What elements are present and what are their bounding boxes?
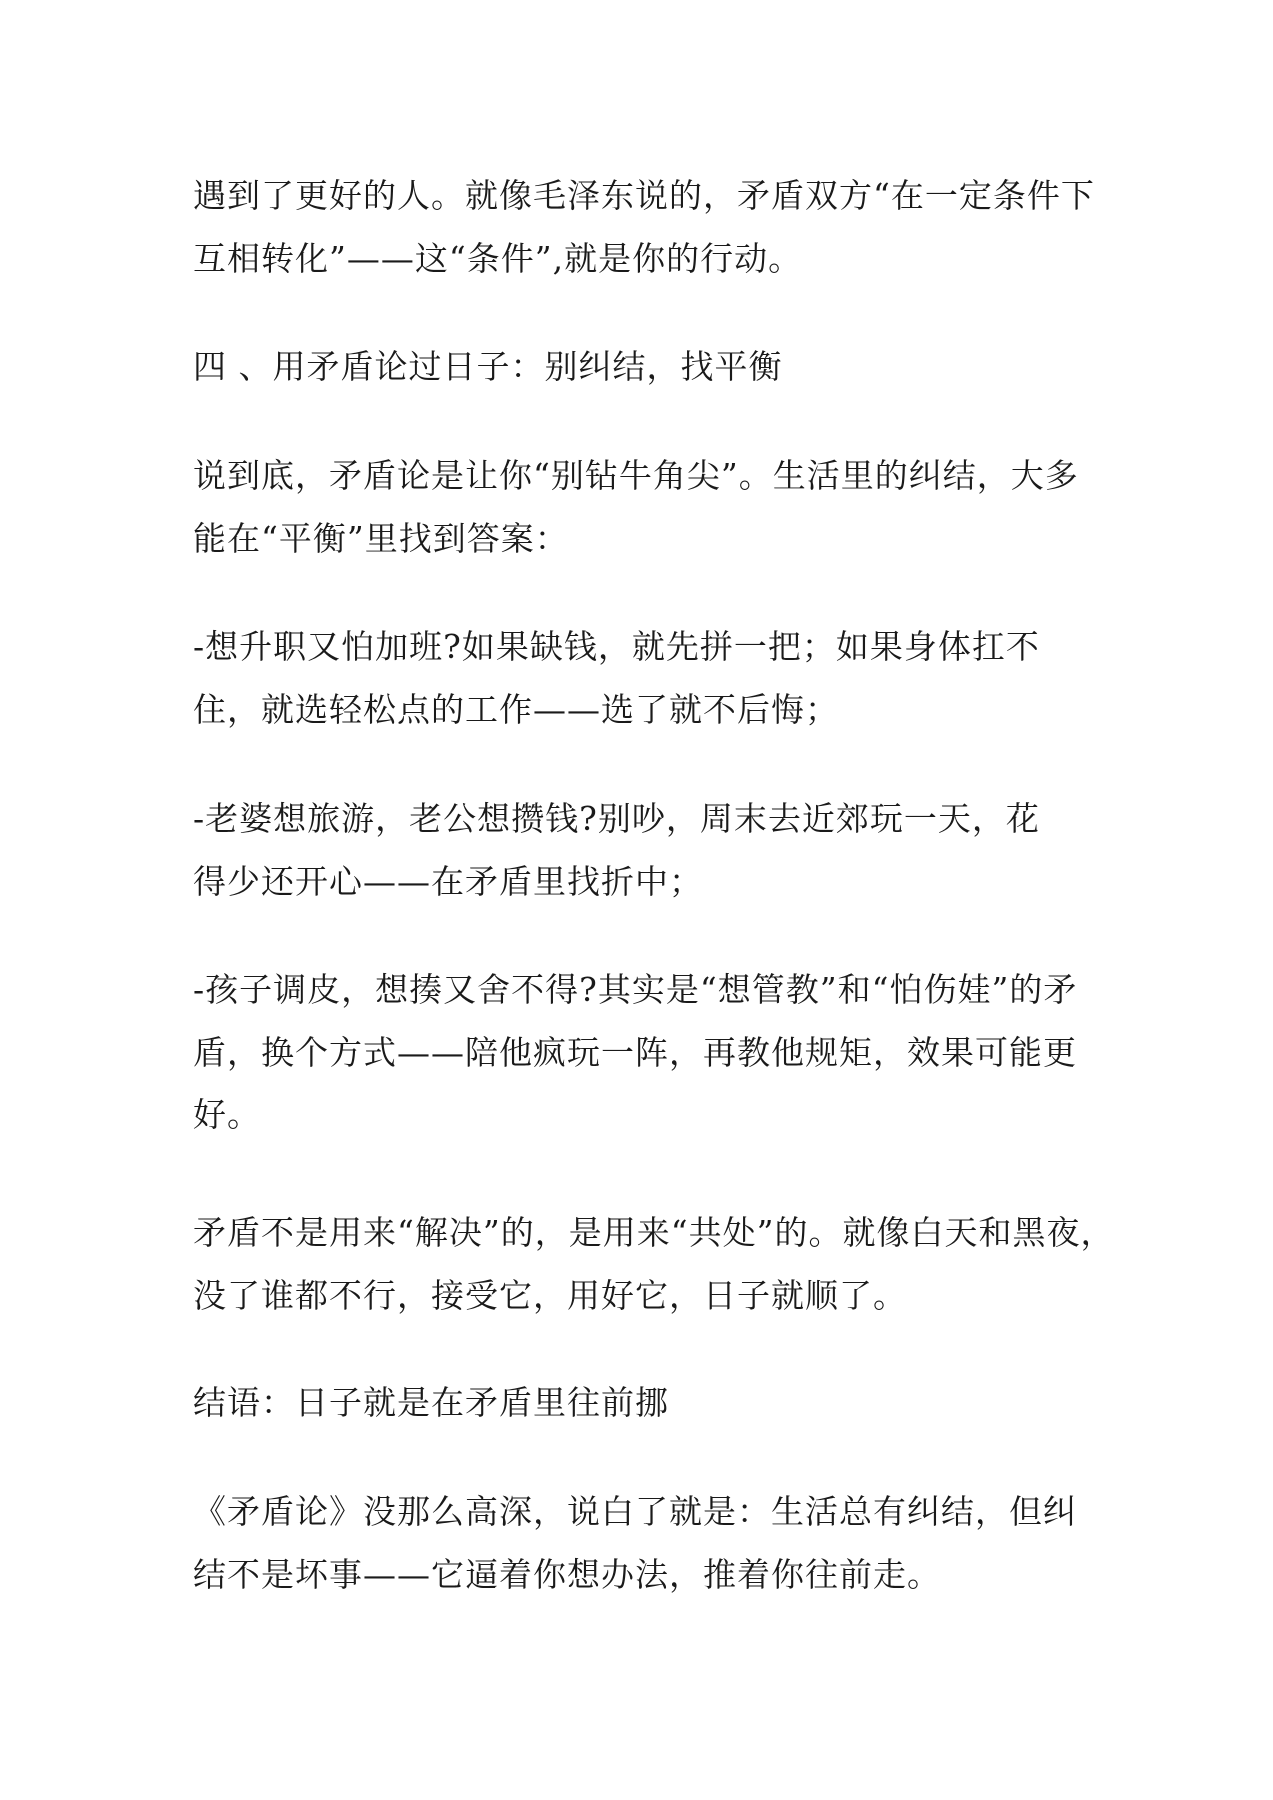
- section-heading: 四 、用矛盾论过日子：别纠结，找平衡: [193, 347, 783, 386]
- list-item-line: -孩子调皮，想揍又舍不得?其实是“想管教”和“怕伤娃”的矛: [193, 970, 1078, 1009]
- paragraph-line: 遇到了更好的人。就像毛泽东说的，矛盾双方“在一定条件下: [193, 176, 1095, 215]
- paragraph-line: 能在“平衡”里找到答案：: [193, 519, 569, 558]
- paragraph-line: 结不是坏事——它逼着你想办法，推着你往前走。: [193, 1555, 941, 1594]
- list-item-line: 好。: [193, 1095, 261, 1134]
- paragraph-line: 说到底，矛盾论是让你“别钻牛角尖”。生活里的纠结，大多: [193, 456, 1079, 495]
- list-item-line: -老婆想旅游，老公想攒钱?别吵，周末去近郊玩一天，花: [193, 799, 1040, 838]
- list-item-line: -想升职又怕加班?如果缺钱，就先拼一把；如果身体扛不: [193, 627, 1040, 666]
- paragraph-line: 《矛盾论》没那么高深，说白了就是：生活总有纠结，但纠: [193, 1492, 1077, 1531]
- paragraph-line: 没了谁都不行，接受它，用好它，日子就顺了。: [193, 1276, 907, 1315]
- list-item-line: 得少还开心——在矛盾里找折中；: [193, 862, 703, 901]
- section-heading: 结语：日子就是在矛盾里往前挪: [193, 1383, 669, 1422]
- list-item-line: 盾，换个方式——陪他疯玩一阵，再教他规矩，效果可能更: [193, 1033, 1077, 1072]
- paragraph-line: 矛盾不是用来“解决”的，是用来“共处”的。就像白天和黑夜，: [193, 1213, 1115, 1252]
- paragraph-line: 互相转化”——这“条件”,就是你的行动。: [193, 239, 803, 278]
- list-item-line: 住，就选轻松点的工作——选了就不后悔；: [193, 690, 839, 729]
